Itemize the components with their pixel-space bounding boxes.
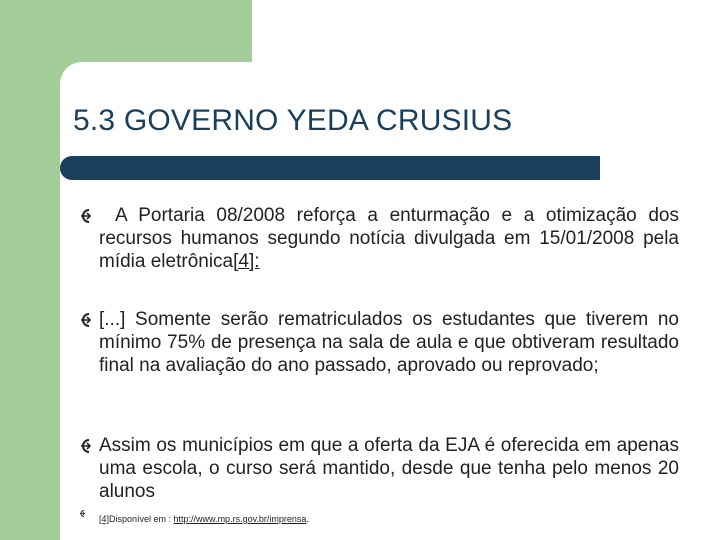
small-arrow-bullet-icon [78,505,86,523]
list-item-text: A Portaria 08/2008 reforça a enturmação e a otimização dos recursos humanos segundo notícia divulgada em 15/01/2008 pela mídia eletrônica [99,205,679,272]
arrow-bullet-icon [78,207,92,225]
list-item: [...] Somente serão rematriculados os estudantes que tiverem no mínimo 75% de presença na sala de aula e que obtiveram resultado final na avaliação do ano passado, aprovado ou reprovado; [99,309,679,376]
footnote [99,514,309,524]
slide-title: 5.3 GOVERNO YEDA CRUSIUS [73,104,513,137]
footnote-reference-link[interactable]: [4]: [233,251,260,272]
footnote-link[interactable]: http://www.mp.rs.gov.br/imprensa [173,514,307,524]
footnote-ref[interactable]: [4] [99,514,110,524]
arrow-bullet-icon [78,311,92,329]
footnote-text: Disponível em : [109,514,174,524]
title-underline-bar [60,156,600,180]
list-item: Assim os municípios em que a oferta da EJA é oferecida em apenas uma escola, o curso será mantido, desde que tenha pelo menos 20 alunos [99,435,679,502]
footnote-end: . [306,514,309,524]
list-item [99,204,679,273]
arrow-bullet-icon [78,437,92,455]
